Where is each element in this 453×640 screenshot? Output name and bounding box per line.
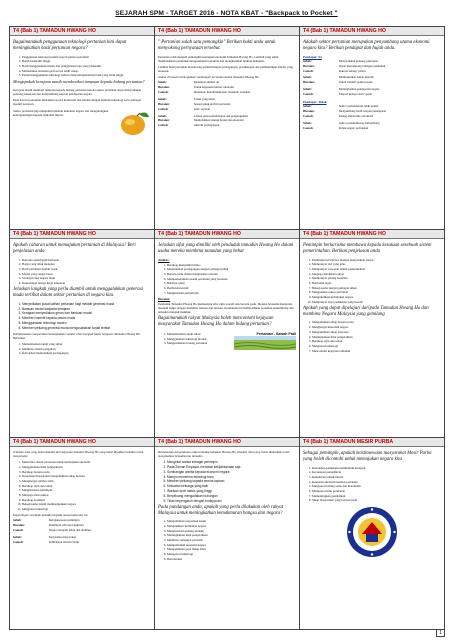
table-row: Contoh: Eksport kelapa sawit/ getah — [303, 92, 372, 97]
list-item: 4. Menjaga kebajikan rakyat — [312, 272, 441, 276]
box-header: T4 (Bab 1) TAMADUN HWANG HO — [10, 230, 154, 239]
question: Pemimpin berkarisma membawa kepada kesatuan sesebuah sistem pemerintahan. Berikan penjelasan anda — [303, 243, 432, 254]
box-header: T4 (Bab 1) TAMADUN HWANG HO — [155, 230, 299, 239]
section-label: Analisis: — [158, 257, 170, 262]
list-item: 5. Menguasai bidang sains dan matematik — [312, 484, 441, 488]
list-item: 6. Bertindak tegas — [312, 281, 441, 285]
table-row: Contoh: minuman/ mandi/memasak/ tanaman/ ternakan — [158, 89, 251, 94]
note-box-r3c2 — [154, 437, 300, 630]
answer-list — [13, 55, 151, 78]
box-header: T4 (Bab 1) TAMADUN HWANG HO — [155, 438, 299, 447]
list-item: 1. Bersikap mengambil risiko — [167, 263, 296, 267]
list-item: 3. Menghormati undang-undang — [167, 529, 296, 533]
list-item: 4. Meningkatkan ilmu pengetahuan — [312, 335, 441, 339]
table-row: Contoh: Aktiviti perdagangan — [158, 123, 220, 128]
reason-table — [158, 81, 296, 129]
box-header: T4 (Bab 1) TAMADUN HWANG HO — [10, 438, 154, 447]
list-item: 6. Memperkukuh ekonomi negara — [167, 543, 296, 547]
list-item: 9. Tidak terpengaruh dengan budaya lain — [167, 499, 296, 503]
answer-list — [303, 320, 441, 352]
table-row: Contoh: Pelancongan/ perbankan — [303, 125, 369, 130]
table-row: Huraian: Pemimpin adil dan bijaksana — [13, 523, 84, 528]
list-item: 3. Bersatu padu dalam menghadapi cabaran — [167, 272, 296, 276]
list-item: 3. Mempunyai wawasan dalam pemerintahan — [312, 267, 441, 271]
table-row: Huraian: Sesuai untuk aktiviti pertanian — [158, 101, 231, 106]
list-item: 3. Sumbangan wanita kepada ekonomi negara — [167, 470, 296, 474]
list-item: 11. Menguasai teknologi — [22, 507, 151, 511]
list-item: 1. Penggunaan teknologi terkini seperti jentera pertanian — [22, 55, 151, 59]
mango-image — [117, 108, 151, 138]
table-row: Contoh: Kilang elektronik/ automotif — [303, 113, 374, 118]
box-header: T4 (Bab 1) TAMADUN HWANG HO — [300, 27, 444, 36]
question: Jelaskan sifat yang dimiliki oleh penduduk tamadun Hwang Ho dalam usaha mereka membina tamadun yang hebat — [158, 243, 294, 254]
list-item: 8. Sikap masyarakat yang bersatu padu — [312, 498, 441, 502]
list-item: 5. Menggunakan teknologi moden — [22, 321, 151, 325]
list-item: 5. Menghargai sumber alam — [22, 479, 151, 483]
question: " Pertanian salah satu pemangkin" Berikan bukti anda untuk menyokong pernyataan tersebut. — [158, 40, 276, 51]
list-item: 8. Menjaga alam sekitar — [22, 493, 151, 497]
list-item: 2. Menggunakan ilmu pengetahuan — [22, 465, 151, 469]
table-row: Huraian: Untuk kegunaan harian/ ekonomi — [158, 84, 234, 89]
notes-grid — [9, 26, 445, 630]
list-item: 2. Mengekalkan keamanan negara — [167, 524, 296, 528]
answer-list — [158, 332, 231, 346]
list-item: 2. Membina sistem pengairan — [22, 347, 151, 351]
table-row: Sebab: Kebijaksanaan pemimpin — [13, 518, 80, 523]
list-item: 4. Kekuatan ekonomi melalui pertanian — [312, 480, 441, 484]
note-box-r2c1 — [9, 229, 155, 438]
paragraph: Lebihan hasil pertanian mendorong perkembangan perdagangan, pertukangan dan pembentukan bandar yang tersusun. — [158, 64, 293, 73]
table-row: Sebab: Laluan jalan perhubungan dan pengangkutan — [158, 113, 248, 118]
list-item: 3. Bersikap bersatu padu — [22, 470, 151, 474]
question: Mengapakah kerajaan masih memberikan tumpuan kepada bidang pertanian? — [13, 79, 145, 85]
question: Sebagai pemimpin, apakah keistimewaan masyarakat Mesir Purba yang boleh dicontohi untuk memajukan negara kita — [303, 451, 432, 462]
table-row: Sebab: Meningkatkan pendapatan negara — [303, 87, 380, 92]
paragraph: Jadual di bawah menunjukkan sumbangan pertanian dalam Tamadun Hwang Ho. — [158, 74, 260, 79]
paragraph: Pertanian telah menjadi pemangkin kemajuan ekonomi Tamadun Hwang Ho. Lembah yang subur membolehkan penduduk mengusahakan tanaman dan menghasilkan lebihan makanan. — [158, 54, 279, 63]
list-item: 7. Mementingkan pendidikan — [312, 494, 441, 498]
table-row: Huraian: Menyumbang lebih banyak pendapatan — [303, 109, 387, 114]
table-row: Huraian: Memudahkan urusan harian dan ekonomi — [158, 118, 244, 123]
list-item: 2. Mempunyai visi yang jelas — [312, 262, 441, 266]
list-item: 9. Bertoleransi — [167, 557, 296, 561]
answer-list — [13, 342, 151, 355]
reason-table — [13, 519, 151, 546]
question: Bagaimanakah rakyat Malaysia boleh mencontohi kejayaan masyarakat Tamadun Hwang Ho dalam bidang pertanian? — [158, 316, 274, 328]
section-label: Pendapat: Ya — [303, 54, 322, 59]
list-item: 4. Meningkatkan ilmu pengetahuan — [167, 533, 296, 537]
note-box-r1c1 — [9, 26, 155, 230]
list-item: 9. Bersikap berdikari — [22, 498, 151, 502]
list-item: 1. Mengamalkan perpaduan kaum — [167, 519, 296, 523]
list-item: 2. Harga yang tidak menentu — [22, 262, 151, 266]
list-item: 2. Kecekapan pentadbiran — [312, 470, 441, 474]
list-item: 10. Bekerjasama dalam membangunkan negara — [22, 502, 151, 506]
list-item: 6. Kekurangan tenaga kerja tempatan — [22, 281, 151, 285]
list-item: 10. Mempunyai daya pemikiran yang kreatif — [312, 300, 441, 304]
table-row: Sebab: Tanah yang subur — [158, 96, 216, 101]
list-item: 3. Mengusahakan bidang pertanian — [167, 341, 231, 345]
question: Pada pandangan anda, apakah yang perlu dilakukan oleh rakyat Malaysia untuk meningkatkan kemakmuran bangsa dan negara? — [158, 504, 284, 516]
table-row: Contoh: Negara menjadi aman dan makmur — [13, 528, 92, 533]
note-box-r1c2 — [154, 26, 300, 230]
list-item: 6. Menguasai ilmu perubatan — [312, 489, 441, 493]
list-item: 4. Kesediaan masyarakat mengamalkan sikap hormat — [22, 474, 151, 478]
list-item: 2. Menjalankan perdagangan dengan pelbagai pihak — [167, 267, 296, 271]
answer-list — [13, 302, 151, 330]
table-row: Contoh: Pekerja ladang/ petani — [303, 68, 366, 73]
list-item: 3. Kerajaan menyediakan geran dan bantuan modal — [22, 311, 151, 315]
question: Adakah sektor pertanian merupakan penyumbang utama ekonomi negara kita? Berikan pendapat dan hujah anda. — [303, 40, 430, 51]
list-item: 1. Memanfaatkan tanah yang subur — [22, 342, 151, 346]
list-item: 5. Bersikap rajin dan tekun — [312, 339, 441, 343]
list-item: 7. Mengamalkan gaya hidup sihat — [167, 547, 296, 551]
reason-table — [303, 105, 441, 132]
note-box-r3c3 — [299, 437, 445, 630]
image-caption: Pertanian - Sawah Padi — [256, 331, 296, 336]
list-item: 6. Memberi peluang generasi muda mengusahakan tanah terbiar — [22, 326, 151, 330]
list-item: 2. Menggunakan teknologi moden — [167, 337, 231, 341]
list-item: 3. Kebolehan menjalankan perdagangan — [22, 351, 151, 355]
table-row: Sebab: Kerjasama masyarakat — [13, 534, 77, 539]
list-item: 3. Mengamalkan sikap toleransi — [312, 330, 441, 334]
section-label: Pendapat: Tidak — [303, 100, 327, 105]
list-item: 5. Berdaya saing — [167, 281, 296, 285]
page-number: 1 — [436, 629, 445, 637]
box-header: T4 (Bab 1) TAMADUN HWANG HO — [155, 27, 299, 36]
box-header: T4 (Bab 1) TAMADUN MESIR PURBA — [300, 438, 444, 447]
box-header: T4 (Bab 1) TAMADUN HWANG HO — [300, 230, 444, 239]
list-item: 5. Mempunyai prinsip keadilan — [312, 276, 441, 280]
answer-list — [13, 460, 151, 511]
question: Jelaskan langkah yang perlu diambil untuk menggalakkan generasi muda terlibat dalam sektor pertanian di negara kita. — [13, 287, 143, 298]
question: Apakah yang dapat dipelajari daripada Tamadun Hwang Ho dan membina Negara Malaysia yang gemilang — [303, 305, 429, 317]
section-label: Huraian: — [158, 296, 171, 301]
table-row: Contoh: Pembinaan tebatan banjir — [13, 539, 80, 544]
table-row: Huraian: Dapat menampung bilangan penduduk — [303, 63, 386, 68]
list-item: 6. Berfikiran kreatif — [167, 286, 296, 290]
list-item: 1. Mengekal warisa sebagai pemimpin — [167, 460, 296, 464]
answer-list — [158, 519, 296, 561]
table-row: Contoh: padi/ sayuran — [158, 106, 210, 111]
list-item: 3. Hasil pertanian mudah rosak — [22, 267, 151, 271]
list-item: 2. Benih berkualiti tinggi. — [22, 59, 151, 63]
paragraph: Penduduk Tamadun Hwang Ho mempunyai sifat rajin, kreatif dan bersatu padu. Mereka berusaha mengatasi masalah banjir dengan membina tebatan dan terusan. Ketekunan ini membolehkan pertanian berkembang dan tamadun menjadi makmur. — [158, 302, 294, 315]
answer-list — [303, 258, 441, 304]
question: Jelaskan nilai yang boleh diambil dari kejayaan tamadun Hwang Ho yang boleh dijadikan teladan untuk masyarakat — [13, 450, 144, 459]
list-item: 8. Berpeluang mengadakan hubungan — [167, 494, 296, 498]
reason-table — [303, 60, 441, 98]
question: Berdasarkan pengetahuan anda terhadap tamadun Hwang Ho, jelaskan nilai yang boleh diamalkan untuk mengekalkan kemakmuran tamadun — [158, 450, 290, 459]
list-item: 6. Menguasai teknologi — [312, 344, 441, 348]
list-item: 4. Mampu menerima teknologi baru — [167, 475, 296, 479]
question: Apakah cabaran untuk memajukan pertanian di Malaysia? Beri penjelasan anda — [13, 243, 136, 254]
table-row: Sebab: Sektor perindustrian lebih utama — [303, 104, 379, 109]
table-row: Sebab: Mendapat sumber air — [158, 80, 220, 85]
note-box-r3c1 — [9, 437, 155, 630]
list-item: 7. Mencontohi kejayaan tamadun — [312, 349, 441, 353]
list-item: 4. Memastikan tanaman padi secara lebih cekap. — [22, 69, 151, 73]
list-item: 1. Memanfaatkan tanah subur — [167, 332, 231, 336]
box-header: T4 (Bab 1) TAMADUN HWANG HO — [10, 27, 154, 36]
note-box-r2c3 — [299, 229, 445, 438]
table-row: Huraian: Untuk industri pemprosesan — [303, 80, 373, 85]
question: Kepentingan sesebuah tamadun kepada masyarakat hari ini. — [13, 513, 89, 518]
list-item: 3. Kemahiran teknik binaan — [312, 475, 441, 479]
list-item: 4. Memberi insentif kepada petani muda — [22, 316, 151, 320]
seal-image — [346, 506, 398, 558]
list-item: 5. Membina semangat patriotik — [167, 538, 296, 542]
answer-list — [303, 466, 441, 503]
list-item: 2. Bantuan modal daripada kerajaan — [22, 307, 151, 311]
question: Kebijaksanaan masyarakat memanfaatkan sumber alam menjadi faktor kejayaan Tamadun Hwang Ho. Bahaskan. — [13, 331, 141, 340]
list-item: 8. Menguasai teknologi — [167, 552, 296, 556]
list-item: 2. Menghargai khazanah negara — [312, 325, 441, 329]
list-item: 1. Menerima sistem pertanian untuk memajukan ekonomi — [22, 460, 151, 464]
list-item: 1. Pemimpin berwibawa mampu menyatukan rakyat — [312, 258, 441, 262]
list-item: 5. Memberi peluang kepada semua lapisan — [167, 479, 296, 483]
list-item: 7. Bekerjasama dengan pelbagai pihak — [312, 286, 441, 290]
question: Bagaimanakah penggunaan teknologi pertanian kini dapat meningkatkan hasil pertanian negara? — [13, 40, 127, 51]
list-item: 8. Menguatkan sektor pertanian — [312, 290, 441, 294]
list-item: 4. Modal yang sangat besar — [22, 272, 151, 276]
page-title: SEJARAH SPM - TARGET 2016 - NOTA KBAT - "Backpack to Pocket " — [115, 10, 338, 17]
answer-list — [158, 460, 296, 503]
note-box-r2c2 — [154, 229, 300, 438]
list-item: 7. Warisan seni/ status yang tinggi — [167, 489, 296, 493]
paragraph: Sektor pertanian juga menjamin bekalan makanan negara dan mengurangkan kebergantungan kepada makanan import. — [13, 109, 109, 118]
table-row: Sebab: Membekalkan bahan mentah — [303, 75, 374, 80]
list-item: 1. Menyediakan pusat latihan pertanian bagi melatih generasi muda — [22, 302, 151, 306]
note-box-r1c3 — [299, 26, 445, 230]
paragraph: Kerajaan masih memberi tumpuan kepada bidang pertanian kerana sektor pertanian dapat menyediakan peluang pekerjaan dan menyumbang kepada pendapatan negara. — [13, 87, 142, 96]
list-item: 4. Memperkenalkan sistem pertanian yang tersusun — [167, 277, 296, 281]
paddy-field-image — [234, 336, 296, 350]
table-row: Sebab: Sektor perkhidmatan berkembang — [303, 120, 380, 125]
list-item: 5. Petani menggunakan teknologi baharu demi mengeluarkan hasil yang lebih tinggi. — [22, 73, 151, 77]
answer-list — [158, 263, 296, 295]
list-item: 3. Hasil menggunakan mesin dan penggunaan baja yang berkualiti — [22, 64, 151, 68]
list-item: 2. Pada Zaman Empayar, meramal kebijaksanaan raja — [167, 465, 296, 469]
list-item: 6. Kekuatan keluarga yang baik — [167, 484, 296, 488]
list-item: 9. Mengukuhkan kedudukan negara — [312, 295, 441, 299]
table-row: Sebab: Menyediakan peluang pekerjaan — [303, 58, 378, 63]
list-item: 6. Bersikap rajin dan tekun — [22, 484, 151, 488]
list-item: 5. Serangan dari negara maju — [22, 276, 151, 280]
list-item: 1. Bencana alam/banjir/kemarau — [22, 258, 151, 262]
list-item: 7. Menghormati pemimpin — [22, 488, 151, 492]
list-item: 7. Menghormati pemerintah — [167, 291, 296, 295]
answer-list — [13, 258, 151, 286]
paragraph: Pada hari ini pertanian dijalankan secara komersial dan moden dengan bantuan teknologi serta pelbagai insentif kerajaan. — [13, 97, 142, 106]
list-item: 1. Kebolehan pemimpin membentuk kerajaan — [312, 466, 441, 470]
list-item: 1. Mengamalkan sikap bersatu padu — [312, 320, 441, 324]
